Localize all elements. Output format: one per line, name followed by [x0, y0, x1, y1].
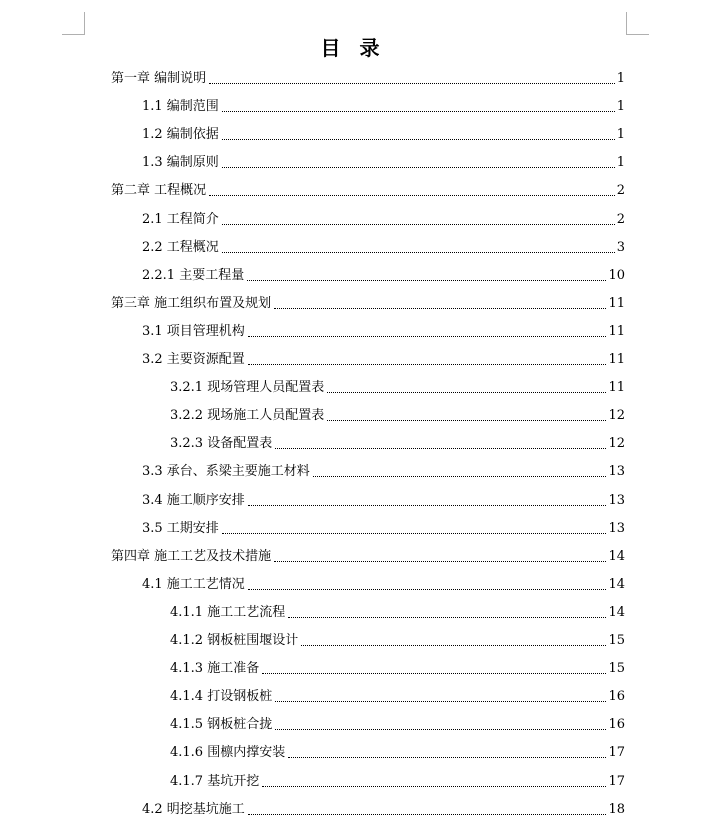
toc-entry[interactable]	[170, 424, 625, 452]
toc-leader-dots	[209, 194, 615, 196]
toc-entry[interactable]	[142, 452, 625, 480]
toc-entry-label: 4.1.4 打设钢板桩	[170, 689, 273, 705]
toc-entry-page: 17	[608, 745, 625, 761]
toc-entry-page: 11	[608, 352, 625, 367]
toc-entry[interactable]	[170, 762, 625, 790]
toc-entry-label: 3.3 承台、系梁主要施工材料	[142, 464, 310, 480]
toc-entry-label: 第三章 施工组织布置及规划	[111, 295, 272, 311]
toc-entry-label: 3.2.3 设备配置表	[170, 436, 273, 452]
toc-entry[interactable]	[111, 284, 625, 312]
toc-entry[interactable]	[142, 200, 625, 228]
toc-title: 目 录	[320, 36, 386, 60]
toc-entry[interactable]	[142, 790, 625, 818]
toc-leader-dots	[222, 138, 615, 140]
toc-entry-page: 15	[608, 661, 625, 677]
toc-leader-dots	[248, 504, 607, 506]
toc-entry-label: 4.1.3 施工准备	[170, 661, 260, 677]
toc-entry[interactable]	[142, 565, 625, 593]
toc-entry-page: 13	[608, 520, 625, 536]
toc-entry[interactable]	[142, 509, 625, 537]
toc-leader-dots	[288, 756, 606, 758]
toc-leader-dots	[275, 728, 606, 730]
toc-leader-dots	[262, 785, 606, 787]
toc-leader-dots	[274, 307, 606, 309]
toc-entry-page: 18	[608, 801, 625, 817]
toc-leader-dots	[248, 588, 607, 590]
toc-leader-dots	[327, 419, 606, 421]
toc-entry-label: 第二章 工程概况	[111, 183, 207, 199]
toc-entry[interactable]	[111, 171, 625, 199]
toc-entry-label: 第四章 施工工艺及技术措施	[111, 548, 272, 564]
toc-entry-label: 3.5 工期安排	[142, 520, 219, 536]
toc-entry-label: 1.2 编制依据	[142, 127, 219, 143]
toc-entry[interactable]	[111, 59, 625, 87]
toc-leader-dots	[313, 475, 607, 477]
toc-entry-page: 16	[608, 717, 625, 733]
toc-entry-page: 14	[608, 548, 625, 564]
toc-leader-dots	[248, 813, 607, 815]
toc-entry[interactable]	[142, 143, 625, 171]
toc-entry[interactable]	[170, 368, 625, 396]
toc-leader-dots	[288, 616, 606, 618]
toc-entry-label: 1.1 编制范围	[142, 99, 219, 115]
toc-entry-label: 2.2.1 主要工程量	[142, 267, 245, 283]
toc-leader-dots	[262, 672, 606, 674]
toc-entry-label: 1.3 编制原则	[142, 155, 219, 171]
toc-entry-page: 12	[608, 436, 625, 452]
toc-leader-dots	[222, 166, 615, 168]
toc-entry-label: 3.2 主要资源配置	[142, 352, 245, 367]
toc-entry[interactable]	[170, 733, 625, 761]
toc-entry[interactable]	[170, 649, 625, 677]
toc-entry[interactable]	[170, 396, 625, 424]
toc-entry-page: 15	[608, 633, 625, 648]
toc-entry-page: 1	[616, 71, 625, 86]
toc-entry-label: 4.1.7 基坑开挖	[170, 773, 260, 789]
toc-entry-page: 1	[616, 99, 625, 115]
toc-entry-page: 13	[608, 464, 625, 480]
toc-entry[interactable]	[170, 621, 625, 649]
toc-entry[interactable]	[170, 705, 625, 733]
toc-entry[interactable]	[142, 340, 625, 368]
toc-entry[interactable]	[142, 481, 625, 509]
toc-entry[interactable]	[142, 256, 625, 284]
toc-entry-page: 2	[616, 211, 625, 227]
toc-leader-dots	[209, 82, 615, 84]
toc-entry-label: 3.2.1 现场管理人员配置表	[170, 380, 325, 396]
toc-entry[interactable]	[142, 87, 625, 115]
toc-entry-label: 3.2.2 现场施工人员配置表	[170, 408, 325, 424]
toc-leader-dots	[248, 363, 607, 365]
toc-entry-label: 4.1.2 钢板桩围堰设计	[170, 633, 299, 648]
toc-entry-page: 2	[616, 183, 625, 199]
toc-leader-dots	[327, 391, 606, 393]
toc-leader-dots	[222, 223, 615, 225]
toc-entry-label: 2.1 工程简介	[142, 211, 219, 227]
toc-entry[interactable]	[142, 228, 625, 256]
toc-leader-dots	[248, 335, 607, 337]
toc-entry-label: 4.2 明挖基坑施工	[142, 801, 245, 817]
toc-entry-page: 11	[608, 380, 625, 396]
toc-leader-dots	[222, 110, 615, 112]
toc-entry-page: 10	[608, 267, 625, 283]
toc-entry-page: 14	[608, 604, 625, 620]
toc-entry[interactable]	[170, 593, 625, 621]
toc-entry[interactable]	[111, 537, 625, 565]
toc-leader-dots	[247, 279, 606, 281]
toc-leader-dots	[222, 532, 607, 534]
toc-leader-dots	[222, 251, 615, 253]
toc-entry[interactable]	[142, 115, 625, 143]
toc-entry-page: 13	[608, 492, 625, 508]
toc-entry-label: 3.1 项目管理机构	[142, 323, 245, 339]
toc-entry-page: 1	[616, 127, 625, 143]
toc-entry-page: 11	[608, 295, 625, 311]
toc-entry-page: 14	[608, 576, 625, 592]
toc-entry-label: 2.2 工程概况	[142, 239, 219, 255]
toc-leader-dots	[274, 560, 606, 562]
toc-entry-label: 4.1.1 施工工艺流程	[170, 604, 286, 620]
toc-entry-label: 4.1.6 围檩内撑安装	[170, 745, 286, 761]
toc-entry-page: 11	[608, 323, 625, 339]
toc-leader-dots	[275, 700, 606, 702]
toc-entry-label: 4.1.5 钢板桩合拢	[170, 717, 273, 733]
toc-leader-dots	[275, 447, 606, 449]
toc-entry-label: 第一章 编制说明	[111, 71, 207, 86]
toc-entry-page: 12	[608, 408, 625, 424]
toc-entry-page: 1	[616, 155, 625, 171]
toc-entry-label: 3.4 施工顺序安排	[142, 492, 245, 508]
toc-entry-label: 4.1 施工工艺情况	[142, 576, 245, 592]
toc-leader-dots	[301, 644, 606, 646]
toc-entry-page: 17	[608, 773, 625, 789]
toc-entry-page: 3	[616, 239, 625, 255]
toc-entry-page: 16	[608, 689, 625, 705]
toc-entry[interactable]	[142, 312, 625, 340]
toc-entry[interactable]	[170, 677, 625, 705]
